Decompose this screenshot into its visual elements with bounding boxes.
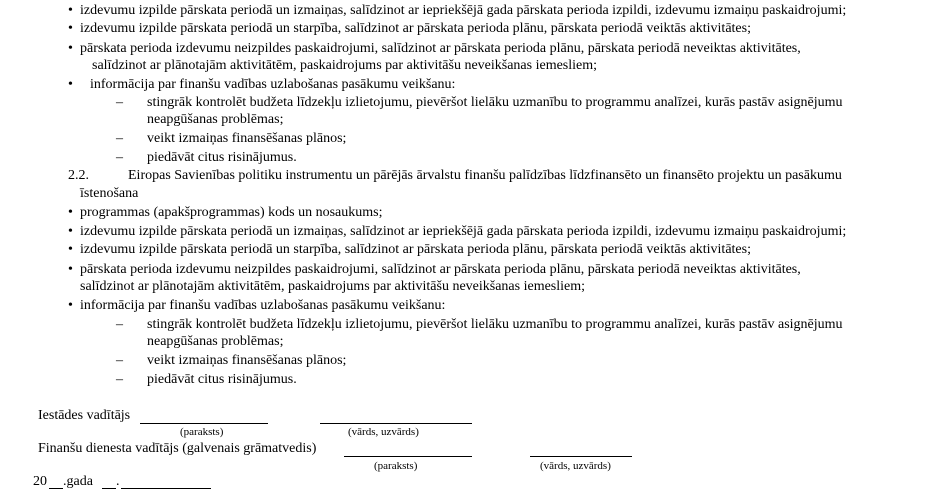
- finance-signature-line[interactable]: [344, 456, 472, 457]
- sub-list-item: stingrāk kontrolēt budžeta līdzekļu izlietojumu, pievēršot lielāku uzmanību to programmu analīzei, kurās pastāv asignējumu: [147, 95, 843, 110]
- finance-signature-label: Finanšu dienesta vadītājs (galvenais grāmatvedis): [38, 441, 317, 456]
- list-item: izdevumu izpilde pārskata periodā un starpība, salīdzinot ar pārskata perioda plānu, pārskata periodā veiktās aktivitātes;: [80, 242, 751, 257]
- date-year-prefix: 20: [33, 474, 47, 489]
- sub-list-item: veikt izmaiņas finansēšanas plānos;: [147, 131, 347, 146]
- bullet-icon: •: [68, 77, 73, 92]
- sub-list-item: piedāvāt citus risinājumus.: [147, 150, 297, 165]
- list-item: informācija par finanšu vadības uzlabošanas pasākumu veikšanu:: [90, 77, 456, 92]
- date-separator: .: [116, 474, 120, 489]
- list-item: informācija par finanšu vadības uzlabošanas pasākumu veikšanu:: [80, 298, 446, 313]
- list-item: izdevumu izpilde pārskata periodā un izmaiņas, salīdzinot ar iepriekšējā gada pārskata perioda izpildi, izdevumu izmaiņu paskaidrojumi;: [80, 3, 847, 18]
- date-year-label: .gada: [63, 474, 93, 489]
- name-caption: (vārds, uzvārds): [540, 460, 611, 472]
- dash-icon: –: [116, 150, 123, 165]
- signature-caption: (paraksts): [180, 426, 224, 438]
- sub-list-item: piedāvāt citus risinājumus.: [147, 372, 297, 387]
- bullet-icon: •: [68, 41, 73, 56]
- list-item-continuation: salīdzinot ar plānotajām aktivitātēm, paskaidrojums par aktivitāšu neveikšanas iemesliem;: [80, 279, 586, 294]
- dash-icon: –: [116, 372, 123, 387]
- section-title: Eiropas Savienības politiku instrumentu un pārējās ārvalstu finanšu palīdzības līdzfinansēto un finansēto projektu un pasākumu: [128, 168, 842, 183]
- dash-icon: –: [116, 95, 123, 110]
- bullet-icon: •: [68, 262, 73, 277]
- sub-list-item: stingrāk kontrolēt budžeta līdzekļu izlietojumu, pievēršot lielāku uzmanību to programmu analīzei, kurās pastāv asignējumu: [147, 317, 843, 332]
- date-day-field[interactable]: [102, 488, 116, 489]
- dash-icon: –: [116, 131, 123, 146]
- bullet-icon: •: [68, 205, 73, 220]
- name-caption: (vārds, uzvārds): [348, 426, 419, 438]
- signature-caption: (paraksts): [374, 460, 418, 472]
- sub-list-item-continuation: neapgūšanas problēmas;: [147, 334, 284, 349]
- finance-name-line[interactable]: [530, 456, 632, 457]
- list-item: pārskata perioda izdevumu neizpildes paskaidrojumi, salīdzinot ar pārskata perioda plānu, pārskata periodā neveiktas aktivitātes,: [80, 262, 801, 277]
- bullet-icon: •: [68, 21, 73, 36]
- sub-list-item-continuation: neapgūšanas problēmas;: [147, 112, 284, 127]
- section-number: 2.2.: [68, 168, 89, 183]
- dash-icon: –: [116, 317, 123, 332]
- list-item: pārskata perioda izdevumu neizpildes paskaidrojumi, salīdzinot ar pārskata perioda plānu, pārskata periodā neveiktas aktivitātes,: [80, 41, 801, 56]
- list-item: izdevumu izpilde pārskata periodā un izmaiņas, salīdzinot ar iepriekšējā gada pārskata perioda izpildi, izdevumu izmaiņu paskaidrojumi;: [80, 224, 847, 239]
- section-title-continuation: īstenošana: [80, 186, 139, 201]
- bullet-icon: •: [68, 224, 73, 239]
- list-item: izdevumu izpilde pārskata periodā un starpība, salīdzinot ar pārskata perioda plānu, pārskata periodā veiktās aktivitātes;: [80, 21, 751, 36]
- bullet-icon: •: [68, 298, 73, 313]
- sub-list-item: veikt izmaiņas finansēšanas plānos;: [147, 353, 347, 368]
- dash-icon: –: [116, 353, 123, 368]
- date-month-field[interactable]: [121, 488, 211, 489]
- head-signature-label: Iestādes vadītājs: [38, 408, 131, 423]
- bullet-icon: •: [68, 242, 73, 257]
- head-signature-line[interactable]: [140, 423, 268, 424]
- bullet-icon: •: [68, 3, 73, 18]
- head-name-line[interactable]: [320, 423, 472, 424]
- list-item-continuation: salīdzinot ar plānotajām aktivitātēm, paskaidrojums par aktivitāšu neveikšanas iemesliem;: [92, 58, 598, 73]
- list-item: programmas (apakšprogrammas) kods un nosaukums;: [80, 205, 383, 220]
- date-year-field[interactable]: [49, 488, 63, 489]
